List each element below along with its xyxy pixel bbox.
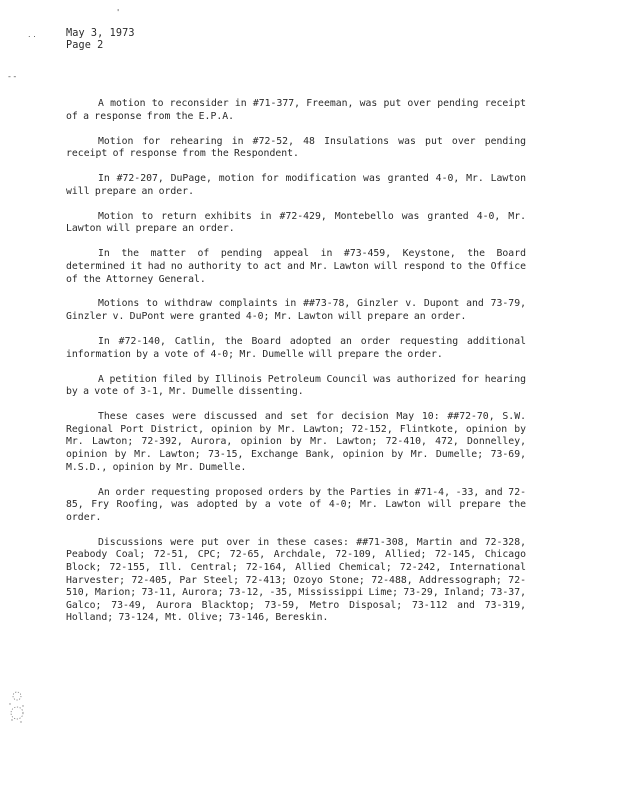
paragraph: Motion to return exhibits in #72-429, Montebello was granted 4-0, Mr. Lawton will prepare an order. [66,210,526,235]
header-date: May 3, 1973 [66,28,135,39]
scan-punch-mark [6,686,28,726]
paragraph: These cases were discussed and set for decision May 10: ##72-70, S.W. Regional Port District, opinion by Mr. Lawton; 72-152, Flintkote, opinion by Mr. Lawton; 72-392, Aurora, opinion by Mr. Lawton; 72-410, 472, Donnelley, opinion by Mr. Lawton; 73-15, Exchange Bank, opinion by Mr. Dumelle; 73-69, M.S.D., opinion by Mr. Dumelle. [66,411,526,473]
header-page-number: Page 2 [66,40,104,51]
paragraph: In #72-207, DuPage, motion for modification was granted 4-0, Mr. Lawton will prepare an order. [66,173,526,197]
paragraph: A motion to reconsider in #71-377, Freeman, was put over pending receipt of a response from the E.P.A. [66,98,526,122]
paragraph: Motion for rehearing in #72-52, 48 Insulations was put over pending receipt of response from the Respondent. [66,135,526,160]
paragraph: In the matter of pending appeal in #73-459, Keystone, the Board determined it had no authority to act and Mr. Lawton will respond to the Office of the Attorney General. [66,248,526,285]
paragraph: A petition filed by Illinois Petroleum Council was authorized for hearing by a vote of 3-1, Mr. Dumelle dissenting. [66,373,526,398]
minutes-body [66,98,526,637]
scan-mark: . . [28,30,36,39]
scan-mark: - - [8,72,17,81]
scan-mark: ' [117,8,120,17]
paragraph: Motions to withdraw complaints in ##73-78, Ginzler v. Dupont and 73-79, Ginzler v. DuPont were granted 4-0; Mr. Lawton will prepare an order. [66,298,526,323]
page-header [66,28,135,52]
paragraph: In #72-140, Catlin, the Board adopted an order requesting additional information by a vote of 4-0; Mr. Dumelle will prepare the order. [66,336,526,360]
paragraph: An order requesting proposed orders by the Parties in #71-4, -33, and 72-85, Fry Roofing, was adopted by a vote of 4-0; Mr. Lawton will prepare the order. [66,486,526,523]
paragraph: Discussions were put over in these cases: ##71-308, Martin and 72-328, Peabody Coal; 72-51, CPC; 72-65, Archdale, 72-109, Allied; 72-145, Chicago Block; 72-155, Ill. Central; 72-164, Allied Chemical; 72-242, International Harvester; 72-405, Par Steel; 72-413; Ozoyo Stone; 72-488, Addressograph; 72-510, Marion; 73-11, Aurora; 73-12, -35, Mississippi Lime; 73-29, Inland; 73-37, Galco; 73-49, Aurora Blacktop; 73-59, Metro Disposal; 73-112 and 73-319, Holland; 73-124, Mt. Olive; 73-146, Bereskin. [66,536,526,624]
